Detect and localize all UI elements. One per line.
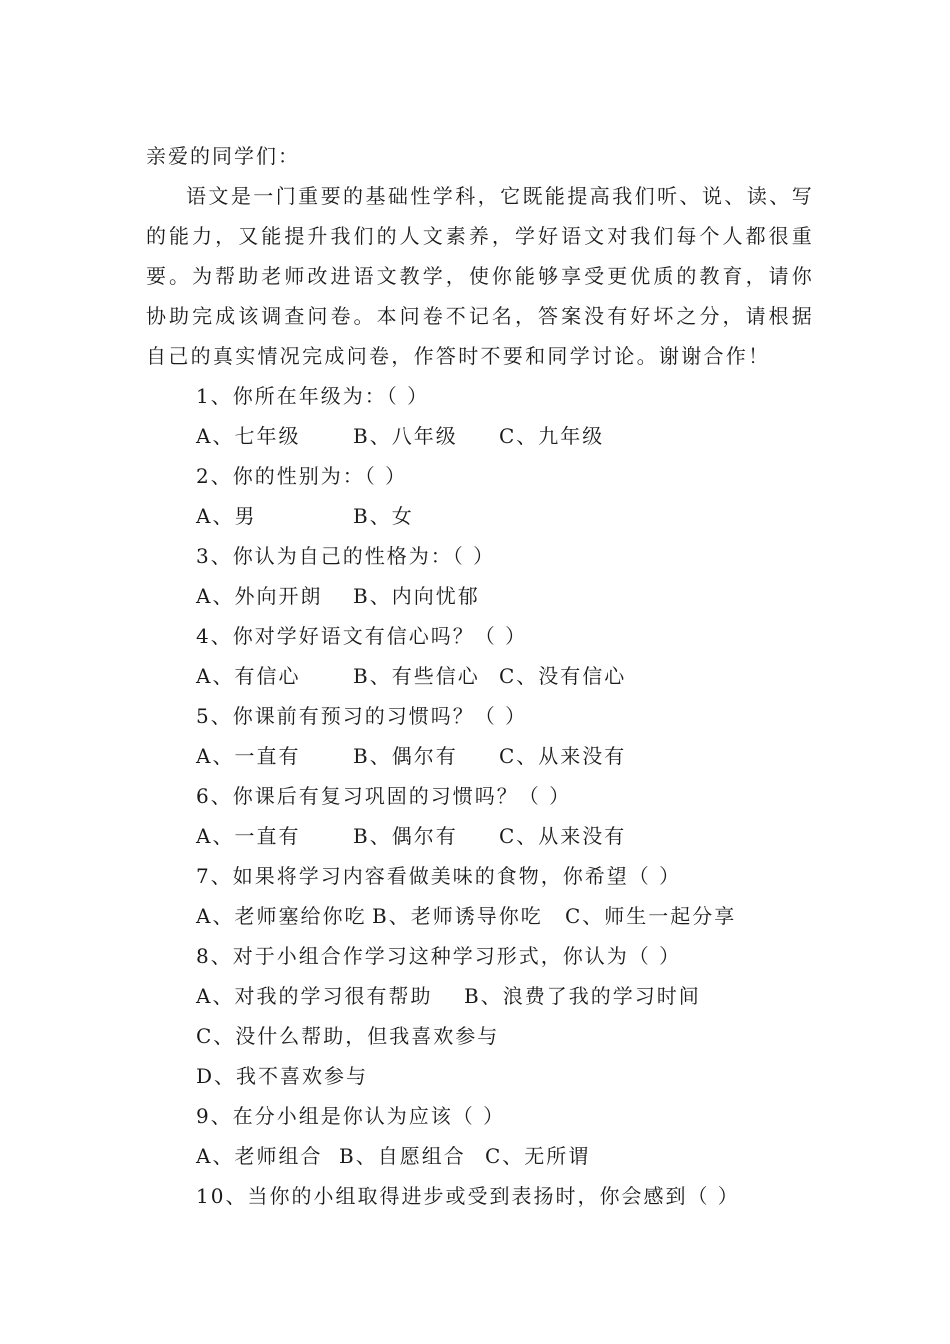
option-b[interactable]: B、浪费了我的学习时间 — [464, 984, 701, 1008]
options-5 — [146, 736, 814, 776]
option-c[interactable]: C、九年级 — [499, 424, 605, 448]
option-a[interactable]: A、对我的学习很有帮助 — [196, 984, 433, 1008]
options-6 — [146, 816, 814, 856]
question-10: 10、当你的小组取得进步或受到表扬时，你会感到（ ） — [196, 1184, 740, 1208]
greeting: 亲爱的同学们： — [146, 144, 300, 168]
option-a[interactable]: A、七年级 — [196, 424, 301, 448]
option-a[interactable]: A、老师组合 — [196, 1144, 323, 1168]
options-4 — [146, 656, 814, 696]
options-9 — [146, 1136, 814, 1176]
question-9: 9、在分小组是你认为应该（ ） — [196, 1104, 506, 1128]
option-8-c[interactable]: C、没什么帮助，但我喜欢参与 — [196, 1024, 500, 1048]
question-7: 7、如果将学习内容看做美味的食物，你希望（ ） — [196, 864, 682, 888]
option-b[interactable]: B、老师诱导你吃 — [372, 904, 543, 928]
option-b[interactable]: B、女 — [353, 504, 414, 528]
question-5: 5、你课前有预习的习惯吗？（ ） — [196, 704, 528, 728]
option-a[interactable]: A、男 — [196, 504, 257, 528]
option-b[interactable]: B、内向忧郁 — [353, 584, 480, 608]
intro-paragraph: 语文是一门重要的基础性学科，它既能提高我们听、说、读、写的能力，又能提升我们的人文素养，学好语文对我们每个人都很重要。为帮助老师改进语文教学，使你能够享受更优质的教育，请你协助完成该调查问卷。本问卷不记名，答案没有好坏之分，请根据自己的真实情况完成问卷，作答时不要和同学讨论。谢谢合作！ — [146, 184, 814, 368]
survey-text — [146, 136, 814, 1216]
option-b[interactable]: B、偶尔有 — [353, 744, 458, 768]
option-a[interactable]: A、外向开朗 — [196, 584, 323, 608]
options-3 — [146, 576, 814, 616]
option-a[interactable]: A、有信心 — [196, 664, 301, 688]
question-3: 3、你认为自己的性格为：（ ） — [196, 544, 496, 568]
question-4: 4、你对学好语文有信心吗？（ ） — [196, 624, 528, 648]
option-a[interactable]: A、一直有 — [196, 744, 301, 768]
options-8-ab — [146, 976, 814, 1016]
option-a[interactable]: A、老师塞给你吃 — [196, 904, 367, 928]
options-1 — [146, 416, 814, 456]
option-a[interactable]: A、一直有 — [196, 824, 301, 848]
option-b[interactable]: B、有些信心 — [353, 664, 480, 688]
option-8-d[interactable]: D、我不喜欢参与 — [196, 1064, 369, 1088]
question-2: 2、你的性别为：（ ） — [196, 464, 408, 488]
options-2 — [146, 496, 814, 536]
question-8: 8、对于小组合作学习这种学习形式，你认为（ ） — [196, 944, 682, 968]
option-b[interactable]: B、自愿组合 — [339, 1144, 466, 1168]
option-c[interactable]: C、无所谓 — [485, 1144, 591, 1168]
option-b[interactable]: B、偶尔有 — [353, 824, 458, 848]
option-c[interactable]: C、从来没有 — [499, 824, 627, 848]
option-b[interactable]: B、八年级 — [353, 424, 458, 448]
option-c[interactable]: C、从来没有 — [499, 744, 627, 768]
question-1: 1、你所在年级为：（ ） — [196, 384, 430, 408]
options-7 — [146, 896, 814, 936]
option-c[interactable]: C、没有信心 — [499, 664, 627, 688]
option-c[interactable]: C、师生一起分享 — [565, 904, 737, 928]
question-6: 6、你课后有复习巩固的习惯吗？（ ） — [196, 784, 572, 808]
